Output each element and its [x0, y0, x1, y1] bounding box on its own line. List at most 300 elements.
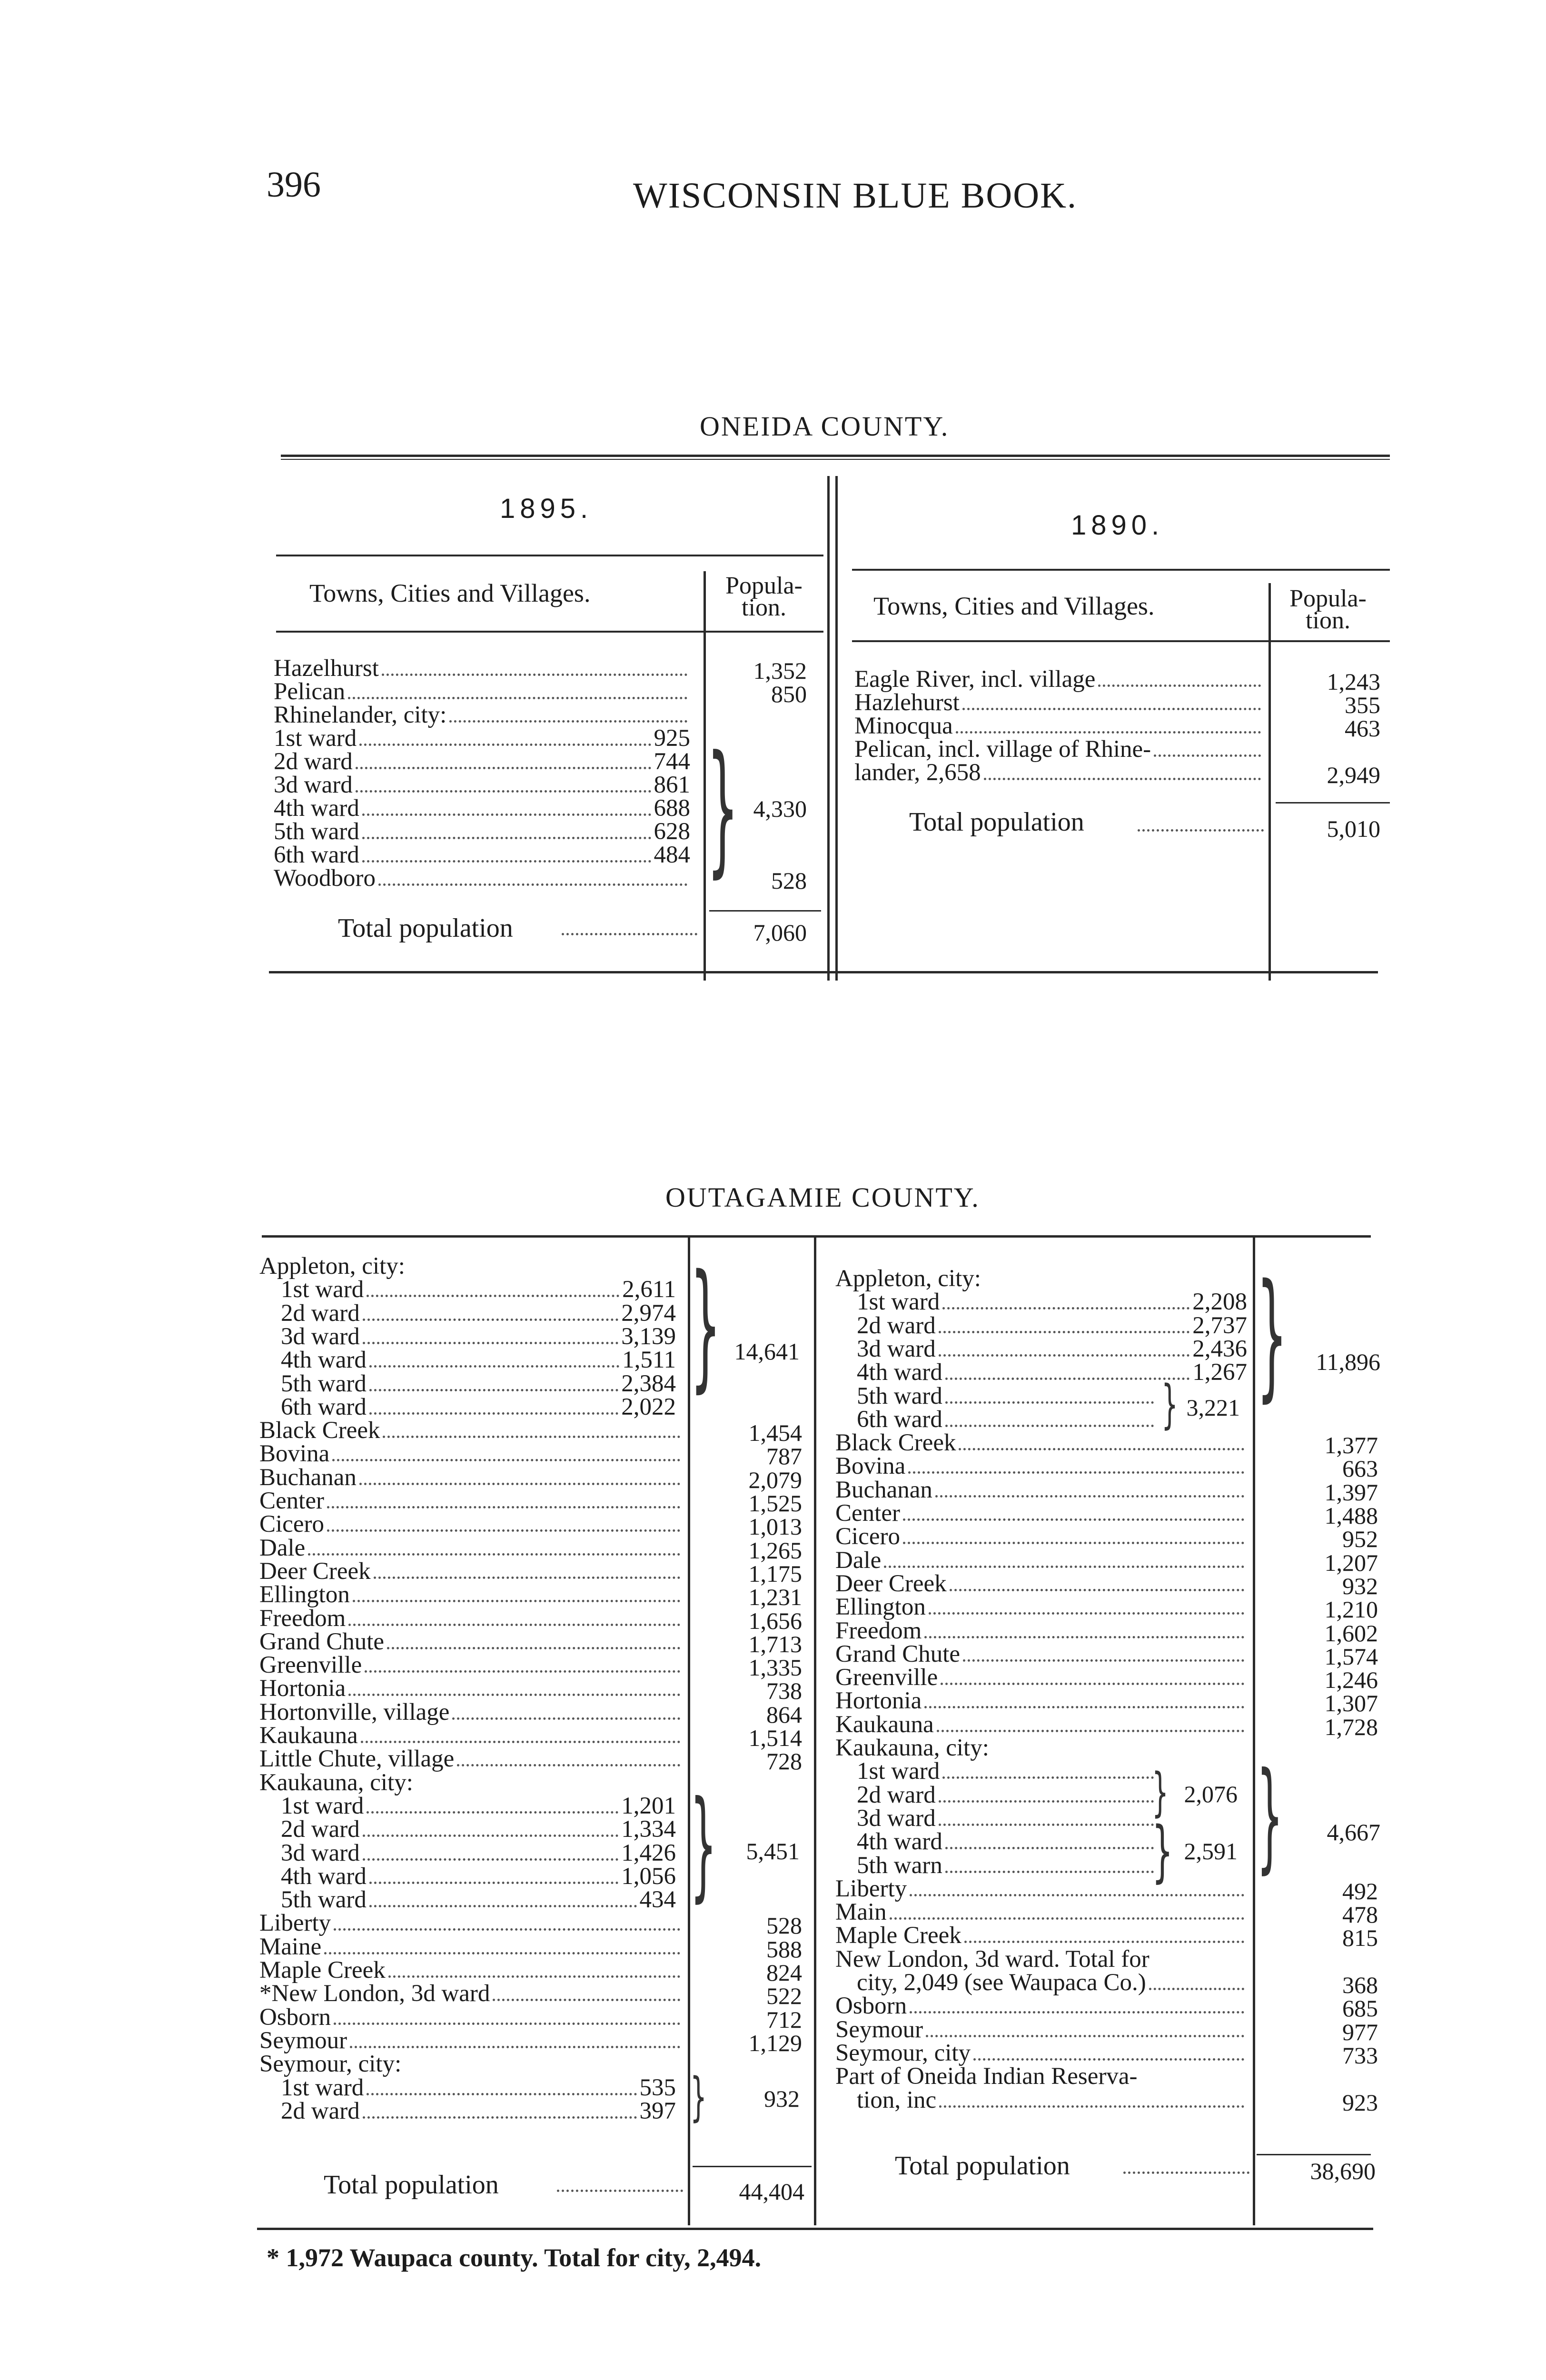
row-label: Freedom: [835, 1617, 922, 1644]
dot-leader: [449, 720, 687, 723]
dot-leader: [327, 1529, 680, 1532]
population-value: 492: [1342, 1877, 1378, 1904]
table-row: [281, 1886, 676, 1914]
row-label: 2d ward: [274, 748, 353, 775]
oneida-left-col-towns: Towns, Cities and Villages.: [309, 579, 591, 607]
population-value: 1,175: [748, 1560, 802, 1587]
table-row: [259, 1557, 683, 1585]
oneida-divider-2: [835, 476, 838, 981]
population-value: 824: [766, 1959, 802, 1986]
row-label: Seymour, city:: [259, 2051, 402, 2078]
table-row: [835, 1687, 1247, 1715]
table-row: [857, 2086, 1247, 2113]
row-label: 4th ward: [274, 795, 359, 822]
population-value: 1,307: [1324, 1690, 1378, 1717]
population-value: 355: [1345, 692, 1380, 718]
table-row: [854, 668, 1264, 691]
population-value: 1,129: [748, 2029, 802, 2056]
ward-population: 688: [654, 795, 690, 822]
table-row: [259, 1724, 683, 1747]
row-label: Liberty: [259, 1910, 331, 1937]
table-row: [835, 1736, 1247, 1759]
oneida-bottom-rule: [269, 971, 1378, 973]
row-label: Appleton, city:: [259, 1253, 405, 1279]
dot-leader: [383, 1436, 680, 1438]
table-row: [274, 774, 690, 796]
row-label: city, 2,049 (see Waupaca Co.): [857, 1969, 1146, 1996]
outagamie-right-pop-rule: [1253, 1238, 1255, 2225]
oneida-left-year-rule: [276, 555, 823, 556]
population-value: 1,574: [1324, 1643, 1378, 1670]
oneida-right-year-rule: [852, 569, 1390, 571]
table-row: [857, 1854, 1157, 1877]
row-label: Maple Creek: [835, 1922, 961, 1949]
row-label: 4th ward: [281, 1347, 367, 1374]
table-row: [281, 1325, 676, 1348]
table-row: [259, 1982, 683, 2005]
ward-population: 628: [654, 818, 690, 845]
dot-leader: [945, 1847, 1154, 1849]
population-value: 1,713: [748, 1630, 802, 1657]
ward-population: 397: [639, 2097, 676, 2124]
oneida-left-header-rule: [276, 631, 823, 633]
population-value: 685: [1342, 1995, 1378, 2022]
row-label: 3d ward: [857, 1805, 936, 1832]
oneida-right-pop-rule: [1269, 583, 1271, 981]
row-label: 2d ward: [281, 1299, 360, 1327]
table-row: [274, 797, 690, 820]
population-value: 463: [1345, 715, 1380, 742]
dot-leader: [939, 1354, 1190, 1357]
table-row: [259, 1255, 683, 1278]
ward-population: 2,436: [1192, 1335, 1247, 1362]
table-row: [835, 2018, 1247, 2041]
table-row: [854, 691, 1264, 714]
table-row: [259, 1698, 683, 1726]
row-label: 6th ward: [281, 1393, 367, 1420]
table-row: [259, 1959, 683, 1982]
appleton-1890-brace: }: [1257, 1255, 1288, 1415]
table-row: [835, 1640, 1247, 1667]
dot-leader: [939, 1800, 1154, 1803]
population-value: 2,079: [748, 1466, 802, 1493]
appleton-1895-brace: }: [690, 1245, 721, 1406]
row-label: Kaukauna: [835, 1711, 934, 1738]
outagamie-right-total-rule: [1257, 2154, 1371, 2155]
population-value: 952: [1342, 1526, 1378, 1553]
population-value: 738: [766, 1677, 802, 1705]
population-value: 1,231: [748, 1584, 802, 1611]
dot-leader: [910, 1894, 1244, 1896]
table-row: [835, 2065, 1247, 2088]
outagamie-left-total-dots: [557, 2190, 683, 2192]
table-row: [281, 1347, 676, 1374]
row-label: Freedom: [259, 1605, 346, 1632]
row-label: New London, 3d ward. Total for: [835, 1945, 1150, 1973]
dot-leader: [1149, 1988, 1244, 1990]
table-row: [835, 1549, 1247, 1572]
row-label: 4th ward: [857, 1359, 942, 1386]
dot-leader: [939, 1331, 1190, 1333]
kaukauna-1890-wards345: 2,591: [1184, 1838, 1238, 1864]
row-label: Ellington: [835, 1594, 926, 1621]
ward-population: 744: [654, 748, 690, 775]
dot-leader: [388, 1975, 680, 1978]
row-label: Main: [835, 1899, 887, 1926]
table-row: [274, 727, 690, 750]
oneida-top-rule: [281, 455, 1390, 457]
ward-population: 1,511: [622, 1347, 676, 1374]
table-row: [259, 1583, 683, 1606]
kaukauna-1895-brace: }: [690, 1775, 717, 1914]
ward-population: 484: [654, 842, 690, 868]
dot-leader: [903, 1542, 1244, 1544]
row-label: Pelican, incl. village of Rhine-: [854, 736, 1151, 763]
population-value: 1,454: [748, 1419, 802, 1447]
population-value: 932: [1342, 1572, 1378, 1599]
dot-leader: [369, 1882, 618, 1884]
table-row: [835, 1478, 1247, 1501]
row-label: 5th ward: [857, 1382, 942, 1409]
row-label: 2d ward: [857, 1312, 936, 1339]
table-row: [835, 1502, 1247, 1525]
row-label: 1st ward: [857, 1289, 940, 1316]
population-value: 1,246: [1324, 1666, 1378, 1694]
dot-leader: [365, 1670, 680, 1673]
dot-leader: [363, 1835, 619, 1837]
row-label: 3d ward: [281, 1323, 360, 1350]
dot-leader: [363, 1342, 619, 1344]
row-label: Cicero: [835, 1523, 900, 1550]
table-row: [857, 1807, 1157, 1830]
table-row: [281, 1792, 676, 1819]
dot-leader: [984, 778, 1261, 780]
table-row: [857, 1830, 1157, 1853]
ward-population: 535: [639, 2074, 676, 2101]
outagamie-left-total-label: Total population: [324, 2170, 499, 2200]
row-label: Part of Oneida Indian Reserva-: [835, 2063, 1138, 2090]
oneida-rhinelander-total: 4,330: [753, 795, 807, 822]
dot-leader: [941, 1683, 1244, 1685]
dot-leader: [942, 1307, 1189, 1309]
population-value: 2,949: [1327, 762, 1380, 788]
table-row: [259, 1652, 683, 1679]
dot-leader: [362, 860, 651, 863]
row-label: 1st ward: [274, 725, 357, 752]
oneida-right-total-dots: [1138, 829, 1264, 832]
dot-leader: [362, 837, 651, 839]
table-row: [857, 1289, 1247, 1316]
row-label: Hortonia: [259, 1675, 346, 1702]
row-label: 1st ward: [281, 1276, 364, 1303]
population-value: 977: [1342, 2018, 1378, 2045]
row-label: Dale: [259, 1534, 306, 1561]
table-row: [857, 1408, 1157, 1431]
dot-leader: [353, 1600, 680, 1602]
table-row: [857, 1781, 1157, 1808]
table-row: [835, 1924, 1247, 1947]
ward-population: 2,208: [1192, 1289, 1247, 1316]
population-value: 712: [766, 2006, 802, 2033]
ward-population: 2,611: [622, 1276, 676, 1303]
row-label: 2d ward: [281, 2097, 360, 2124]
dot-leader: [374, 1577, 680, 1579]
row-label: 2d ward: [281, 1816, 360, 1843]
dot-leader: [359, 1483, 680, 1485]
dot-leader: [493, 1999, 680, 2001]
table-row: [259, 1513, 683, 1536]
table-row: [259, 1630, 683, 1653]
row-label: Bovina: [259, 1440, 330, 1468]
dot-leader: [924, 1636, 1244, 1638]
dot-leader: [1098, 684, 1261, 687]
row-label: Eagle River, incl. village: [854, 666, 1096, 693]
dot-leader: [362, 813, 651, 816]
dot-leader: [890, 1917, 1244, 1920]
dot-leader: [387, 1647, 680, 1649]
dot-leader: [348, 697, 687, 699]
kaukauna-1890-wards12-brace: }: [1152, 1762, 1169, 1823]
page-title: WISCONSIN BLUE BOOK.: [633, 176, 1077, 216]
table-row: [854, 761, 1264, 784]
dot-leader: [939, 1824, 1154, 1826]
row-label: Greenville: [259, 1652, 362, 1679]
table-row: [835, 1572, 1247, 1595]
row-label: Pelican: [274, 678, 346, 705]
row-label: 1st ward: [281, 1792, 364, 1819]
oneida-left-total-rule: [709, 910, 821, 912]
appleton-1890-wards56: 3,221: [1186, 1394, 1240, 1421]
dot-leader: [363, 2116, 637, 2119]
row-label: Seymour: [835, 2016, 923, 2043]
oneida-year-1890: 1890.: [1071, 510, 1164, 541]
outagamie-bottom-rule: [257, 2228, 1373, 2230]
row-label: Buchanan: [259, 1464, 357, 1491]
dot-leader: [369, 1905, 637, 1907]
dot-leader: [361, 1741, 680, 1743]
kaukauna-1895-total: 5,451: [746, 1838, 800, 1864]
row-label: lander, 2,658: [854, 759, 981, 786]
oneida-left-pop-rule: [704, 571, 706, 981]
dot-leader: [1154, 754, 1261, 757]
dot-leader: [367, 2093, 636, 2095]
table-row: [259, 1466, 683, 1489]
ward-population: 2,384: [621, 1370, 676, 1397]
population-value: 850: [771, 681, 807, 707]
population-value: 1,728: [1324, 1713, 1378, 1740]
dot-leader: [926, 2035, 1244, 2037]
dot-leader: [908, 1471, 1244, 1474]
table-row: [835, 1594, 1247, 1621]
table-row: [259, 1745, 683, 1773]
population-value: 733: [1342, 2042, 1378, 2069]
row-label: 4th ward: [281, 1863, 367, 1890]
population-value: 1,377: [1324, 1432, 1378, 1459]
table-row: [281, 2076, 676, 2099]
table-row: [281, 1818, 676, 1841]
row-label: 2d ward: [857, 1781, 936, 1808]
footnote: * 1,972 Waupaca county. Total for city, 2,494.: [267, 2243, 762, 2272]
kaukauna-1890-wards345-brace: }: [1152, 1813, 1173, 1890]
population-value: 663: [1342, 1455, 1378, 1482]
row-label: Grand Chute: [259, 1628, 385, 1655]
oneida-year-1895: 1895.: [500, 493, 593, 524]
table-row: [835, 1993, 1247, 2020]
row-label: Woodboro: [274, 865, 376, 892]
population-value: 522: [766, 1983, 802, 2010]
row-label: Dale: [835, 1547, 882, 1574]
seymour-1895-total: 932: [764, 2085, 800, 2112]
row-label: Buchanan: [835, 1476, 932, 1503]
ward-population: 1,334: [621, 1816, 676, 1843]
outagamie-right-total-label: Total population: [895, 2151, 1070, 2181]
population-value: 1,210: [1324, 1596, 1378, 1623]
row-label: Liberty: [835, 1875, 907, 1902]
oneida-right-header-rule: [852, 640, 1390, 642]
ward-population: 1,267: [1192, 1359, 1247, 1386]
row-label: Black Creek: [835, 1429, 956, 1457]
row-label: 5th ward: [281, 1886, 367, 1914]
kaukauna-1890-wards12: 2,076: [1184, 1781, 1238, 1807]
oneida-title: ONEIDA COUNTY.: [700, 411, 950, 442]
row-label: Hazelhurst: [274, 655, 379, 682]
dot-leader: [945, 1378, 1189, 1380]
dot-leader: [359, 744, 651, 746]
page-number: 396: [267, 165, 321, 205]
outagamie-center-rule: [814, 1238, 816, 2225]
dot-leader: [973, 2058, 1244, 2061]
population-value: 478: [1342, 1901, 1378, 1928]
dot-leader: [963, 1659, 1244, 1662]
oneida-right-total-label: Total population: [909, 807, 1084, 837]
ward-population: 3,139: [621, 1323, 676, 1350]
dot-leader: [910, 2011, 1244, 2013]
dot-leader: [884, 1566, 1244, 1568]
table-row: [259, 1935, 683, 1958]
dot-leader: [452, 1717, 680, 1720]
table-row: [835, 1901, 1247, 1924]
population-value: 1,265: [748, 1537, 802, 1564]
oneida-left-total-label: Total population: [338, 913, 513, 943]
dot-leader: [348, 1624, 680, 1626]
dot-leader: [348, 1694, 680, 1696]
table-row: [281, 1278, 676, 1301]
dot-leader: [945, 1871, 1154, 1873]
dot-leader: [903, 1518, 1244, 1521]
table-row: [259, 1607, 683, 1630]
ward-population: 2,022: [621, 1393, 676, 1420]
row-label: Bovina: [835, 1453, 906, 1480]
oneida-divider-1: [827, 476, 830, 981]
appleton-1895-total: 14,641: [734, 1338, 800, 1365]
dot-leader: [334, 2023, 680, 2025]
row-label: 6th ward: [857, 1406, 942, 1433]
row-label: Hortonia: [835, 1687, 922, 1715]
dot-leader: [939, 2105, 1244, 2108]
table-row: [281, 1839, 676, 1866]
ward-population: 1,426: [621, 1839, 676, 1866]
oneida-left-total-dots: [562, 933, 697, 935]
dot-leader: [334, 1928, 680, 1931]
row-label: Kaukauna: [259, 1722, 358, 1749]
table-row: [259, 1440, 683, 1468]
table-row: [281, 1372, 676, 1395]
ward-population: 434: [639, 1886, 676, 1914]
table-row: [835, 1455, 1247, 1478]
dot-leader: [950, 1589, 1244, 1591]
oneida-right-total-rule: [1276, 802, 1390, 803]
table-row: [835, 1619, 1247, 1642]
outagamie-right-total: 38,690: [1310, 2158, 1376, 2184]
oneida-right-col-towns: Towns, Cities and Villages.: [873, 592, 1155, 620]
population-value: 1,397: [1324, 1478, 1378, 1506]
row-label: Osborn: [835, 1993, 907, 2020]
dot-leader: [924, 1706, 1244, 1708]
table-row: [857, 1382, 1157, 1409]
table-row: [857, 1314, 1247, 1337]
population-value: 588: [766, 1935, 802, 1963]
dot-leader: [937, 1730, 1244, 1732]
row-label: Osborn: [259, 2003, 331, 2031]
table-row: [259, 2029, 683, 2052]
appleton-1890-total: 11,896: [1316, 1349, 1380, 1375]
population-value: 815: [1342, 1924, 1378, 1952]
table-row: [854, 738, 1264, 761]
oneida-right-total: 5,010: [1327, 815, 1380, 842]
ward-population: 1,056: [621, 1863, 676, 1890]
table-row: [857, 1361, 1247, 1384]
row-label: Rhinelander, city:: [274, 702, 447, 728]
dot-leader: [367, 1811, 618, 1814]
table-row: [259, 1419, 683, 1442]
dot-leader: [935, 1495, 1244, 1497]
table-row: [835, 1525, 1247, 1548]
table-row: [259, 1489, 683, 1512]
dot-leader: [327, 1506, 680, 1508]
dot-leader: [378, 883, 687, 886]
outagamie-title: OUTAGAMIE COUNTY.: [665, 1182, 980, 1213]
population-value: 1,656: [748, 1607, 802, 1634]
dot-leader: [350, 2046, 680, 2048]
row-label: Seymour: [259, 2027, 347, 2054]
ward-population: 2,974: [621, 1299, 676, 1327]
row-label: 1st ward: [857, 1758, 940, 1785]
population-value: 528: [766, 1912, 802, 1939]
population-value: 728: [766, 1748, 802, 1775]
population-value: 1,335: [748, 1654, 802, 1681]
ward-population: 1,201: [621, 1792, 676, 1819]
row-label: 4th ward: [857, 1828, 942, 1855]
table-row: [835, 1877, 1247, 1900]
row-label: Maine: [259, 1933, 322, 1960]
table-row: [274, 750, 690, 773]
row-label: Little Chute, village: [259, 1745, 455, 1773]
population-value: 923: [1342, 2089, 1378, 2116]
dot-leader: [356, 767, 651, 769]
table-row: [281, 1865, 676, 1888]
table-row: [274, 657, 690, 680]
table-row: [274, 704, 690, 726]
row-label: 5th warn: [857, 1852, 942, 1879]
ward-population: 925: [654, 725, 690, 752]
kaukauna-1890-total: 4,667: [1327, 1819, 1380, 1845]
population-value: 787: [766, 1443, 802, 1470]
row-label: Ellington: [259, 1581, 350, 1608]
dot-leader: [308, 1553, 680, 1556]
dot-leader: [964, 1941, 1244, 1943]
population-value: 1,602: [1324, 1619, 1378, 1646]
population-value: 864: [766, 1701, 802, 1728]
